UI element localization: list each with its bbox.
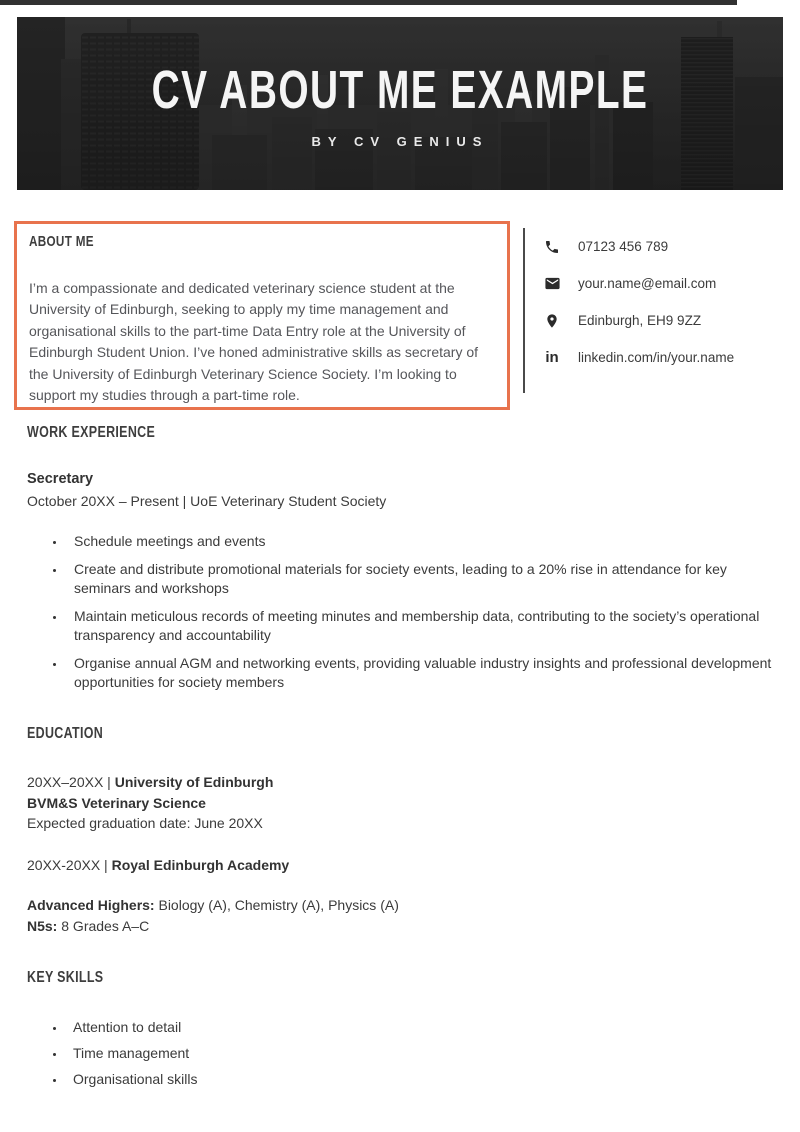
about-heading: ABOUT ME xyxy=(29,233,94,250)
contact-row-phone xyxy=(543,236,734,257)
separator: | xyxy=(103,774,115,790)
qualification-value: 8 Grades A–C xyxy=(57,917,150,934)
top-crop-strip xyxy=(0,0,737,5)
skill-item: • Attention to detail xyxy=(66,1018,783,1038)
email-address: your.name@email.com xyxy=(578,276,717,291)
contact-info xyxy=(543,236,734,384)
work-experience-section xyxy=(27,424,783,693)
work-bullet: • Schedule meetings and events xyxy=(66,532,783,552)
qualification-label: N5s: xyxy=(27,917,58,934)
work-bullet: • Maintain meticulous records of meeting minutes and membership data, contributing to the society’s operational transparency and accountability xyxy=(66,607,783,646)
skills-list xyxy=(27,1018,783,1090)
header-banner xyxy=(17,17,783,190)
about-paragraph: I’m a compassionate and dedicated veterinary science student at the University of Edinburgh, seeking to apply my time management and organisational skills to the part-time Data Entry role at the University of Edinburgh Student Union. I’ve honed administrative skills as secretary of the University of Edinburgh Veterinary Science Society. I’m looking to support my studies through a part-time role. xyxy=(29,280,479,404)
skill-item: • Organisational skills xyxy=(66,1070,783,1090)
byline: BY CV GENIUS xyxy=(311,133,489,149)
hero-text xyxy=(17,17,783,190)
about-me-box xyxy=(14,221,510,410)
key-skills-section xyxy=(27,969,783,1090)
contact-row-linkedin xyxy=(543,347,734,368)
contact-divider xyxy=(523,228,525,393)
qualification-value: Biology (A), Chemistry (A), Physics (A) xyxy=(154,896,399,913)
education-school: Royal Edinburgh Academy xyxy=(111,857,290,874)
contact-row-location xyxy=(543,310,734,331)
education-heading: EDUCATION xyxy=(27,725,104,742)
education-graduation: Expected graduation date: June 20XX xyxy=(27,815,263,832)
phone-number: 07123 456 789 xyxy=(578,239,669,254)
education-section xyxy=(27,725,783,936)
location-pin-icon xyxy=(543,312,561,330)
education-dates: 20XX–20XX xyxy=(27,774,104,790)
location-text: Edinburgh, EH9 9ZZ xyxy=(578,313,702,328)
education-qualification xyxy=(27,916,783,937)
education-entry-dates-school xyxy=(27,855,783,876)
contact-row-email xyxy=(543,273,734,294)
education-dates: 20XX-20XX xyxy=(27,857,101,874)
linkedin-icon: in xyxy=(545,349,559,366)
job-title: Secretary xyxy=(27,471,94,487)
education-degree: BVM&S Veterinary Science xyxy=(27,794,206,811)
phone-icon xyxy=(543,238,561,256)
education-qualification xyxy=(27,895,783,916)
key-skills-heading: KEY SKILLS xyxy=(27,969,104,986)
page-title: CV ABOUT ME EXAMPLE xyxy=(151,59,649,120)
job-meta: October 20XX – Present | UoE Veterinary Student Society xyxy=(27,493,387,509)
linkedin-url: linkedin.com/in/your.name xyxy=(578,350,735,365)
work-bullet: • Create and distribute promotional materials for society events, leading to a 20% rise in attendance for key seminars and workshops xyxy=(66,560,783,599)
education-school: University of Edinburgh xyxy=(114,774,274,790)
separator: | xyxy=(100,857,112,874)
work-bullet-list xyxy=(27,532,783,693)
qualification-label: Advanced Highers: xyxy=(27,896,155,913)
envelope-icon xyxy=(543,275,561,293)
skill-item: • Time management xyxy=(66,1044,783,1064)
work-bullet: • Organise annual AGM and networking events, providing valuable industry insights and professional development opportunities for society members xyxy=(66,654,783,693)
education-entry-dates-school xyxy=(27,772,783,793)
work-experience-heading: WORK EXPERIENCE xyxy=(27,424,156,441)
